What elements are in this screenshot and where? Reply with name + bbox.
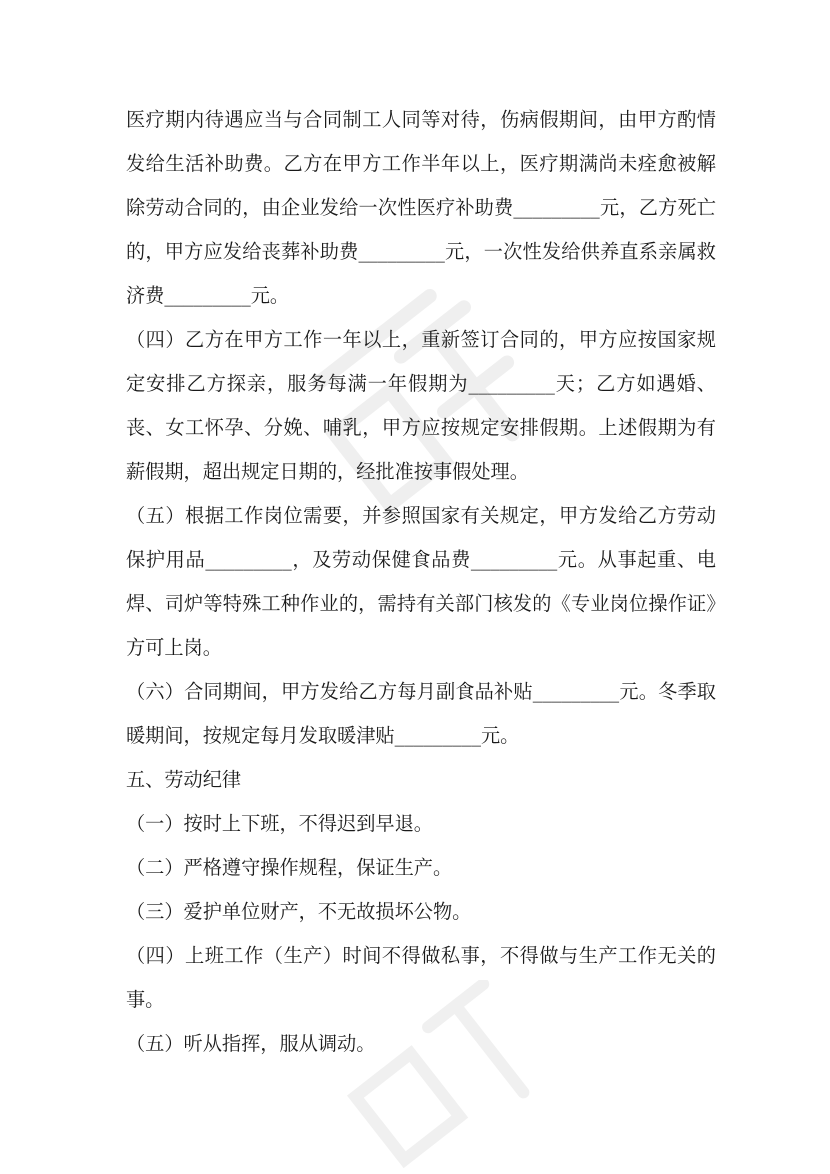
- discipline-item-2: （二）严格遵守操作规程，保证生产。: [126, 856, 453, 879]
- paragraph-clause-4-leave: （四）乙方在甲方工作一年以上，重新签订合同的，甲方应按国家规定安排乙方探亲，服务每满一年假期为_________天；乙方如遇婚、丧、女工怀孕、分娩、哺乳，甲方应按规定安排假期。上述假期为有薪假期，超出规定日期的，经批准按事假处理。: [126, 328, 716, 483]
- discipline-item-4: （四）上班工作（生产）时间不得做私事，不得做与生产工作无关的事。: [126, 944, 716, 1011]
- section-heading-labor-discipline: 五、劳动纪律: [126, 768, 242, 791]
- paragraph-clause-6-subsidy: （六）合同期间，甲方发给乙方每月副食品补贴_________元。冬季取暖期间，按规定每月发取暖津贴_________元。: [126, 680, 716, 747]
- paragraph-clause-5-protection: （五）根据工作岗位需要，并参照国家有关规定，甲方发给乙方劳动保护用品_________，及劳动保健食品费_________元。从事起重、电焊、司炉等特殊工种作业的，需持有关部门核发的《专业岗位操作证》方可上岗。: [126, 504, 716, 659]
- paragraph-medical-benefits: 医疗期内待遇应当与合同制工人同等对待，伤病假期间，由甲方酌情发给生活补助费。乙方在甲方工作半年以上，医疗期满尚未痊愈被解除劳动合同的，由企业发给一次性医疗补助费_________元，乙方死亡的，甲方应发给丧葬补助费_________元，一次性发给供养直系亲属救济费_________元。: [126, 108, 716, 307]
- discipline-item-3: （三）爱护单位财产，不无故损坏公物。: [126, 900, 472, 923]
- document-body: [126, 98, 716, 1066]
- discipline-item-1: （一）按时上下班，不得迟到早退。: [126, 812, 433, 835]
- discipline-item-5: （五）听从指挥，服从调动。: [126, 1032, 376, 1055]
